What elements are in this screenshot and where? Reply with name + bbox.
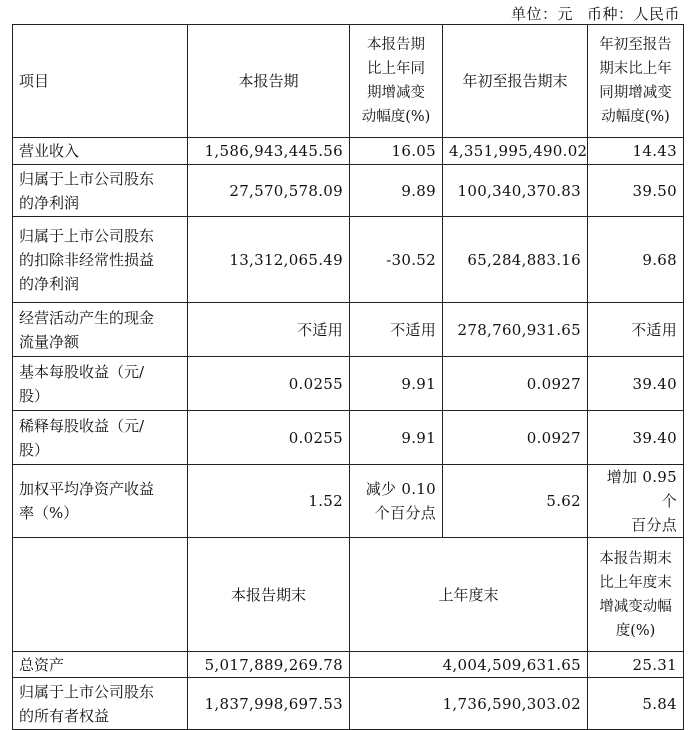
header-item: 项目 <box>13 25 188 138</box>
header-last-year-end: 上年度末 <box>350 538 588 652</box>
table-row: 营业收入 1,586,943,445.56 16.05 4,351,995,490.02 14.43 <box>13 138 684 165</box>
table-row: 基本每股收益（元/ 股） 0.0255 9.91 0.0927 39.40 <box>13 357 684 411</box>
financial-table <box>12 24 684 730</box>
table-row: 归属于上市公司股东 的扣除非经常性损益 的净利润 13,312,065.49 -30.52 65,284,883.16 9.68 <box>13 217 684 303</box>
table-row: 经营活动产生的现金 流量净额 不适用 不适用 278,760,931.65 不适用 <box>13 303 684 357</box>
header-row-balance <box>13 538 684 652</box>
header-ytd-change: 年初至报告 期末比上年 同期增减变 动幅度(%) <box>588 25 684 138</box>
table-row: 归属于上市公司股东 的所有者权益 1,837,998,697.53 1,736,590,303.02 5.84 <box>13 678 684 730</box>
header-period-end: 本报告期末 <box>188 538 350 652</box>
header-change: 本报告期 比上年同 期增减变 动幅度(%) <box>350 25 443 138</box>
table-row: 总资产 5,017,889,269.78 4,004,509,631.65 25.31 <box>13 652 684 678</box>
currency-label: 币种：人民币 <box>586 5 680 23</box>
unit-line <box>511 3 680 24</box>
table-row: 加权平均净资产收益 率（%） 1.52 减少 0.10 个百分点 5.62 增加 0.95 个 百分点 <box>13 465 684 538</box>
table-row: 归属于上市公司股东 的净利润 27,570,578.09 9.89 100,340,370.83 39.50 <box>13 165 684 217</box>
unit-label: 单位：元 <box>510 5 573 23</box>
header-current-period: 本报告期 <box>188 25 350 138</box>
table-row: 稀释每股收益（元/ 股） 0.0255 9.91 0.0927 39.40 <box>13 411 684 465</box>
header-balance-change: 本报告期末 比上年度末 增减变动幅 度(%) <box>588 538 684 652</box>
header-ytd: 年初至报告期末 <box>443 25 588 138</box>
header-row <box>13 25 684 138</box>
